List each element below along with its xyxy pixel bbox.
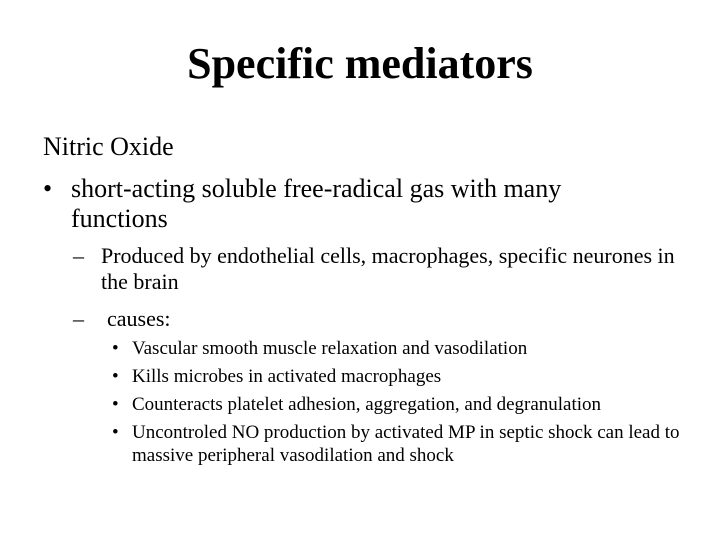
bullet-level2-produced	[73, 243, 683, 295]
slide-title: Specific mediators	[187, 39, 533, 88]
causes-list	[112, 337, 692, 472]
section-heading: Nitric Oxide	[43, 132, 174, 161]
bullet-dot-icon: •	[112, 422, 119, 443]
dash-bullet-icon: –	[73, 306, 84, 331]
list-item-text: Kills microbes in activated macrophages	[132, 366, 442, 387]
list-item	[112, 421, 692, 467]
list-item-text: Uncontroled NO production by activated MP in septic shock can lead to massive peripheral vasodilation and shock	[132, 422, 680, 466]
list-item	[112, 393, 692, 416]
bullet-level1-text: short-acting soluble free-radical gas with many functions	[71, 174, 562, 233]
list-item	[112, 365, 692, 388]
bullet-level2-causes	[73, 306, 683, 332]
bullet-dot-icon: •	[112, 338, 119, 359]
bullet-dot-icon: •	[112, 366, 119, 387]
bullet-dot-icon: •	[43, 174, 53, 203]
list-item-text: Vascular smooth muscle relaxation and vasodilation	[132, 338, 528, 359]
bullet-dot-icon: •	[112, 394, 119, 415]
bullet-level2-text: Produced by endothelial cells, macrophages, specific neurones in the brain	[101, 243, 675, 294]
list-item-text: Counteracts platelet adhesion, aggregation, and degranulation	[132, 394, 602, 415]
list-item	[112, 337, 692, 360]
bullet-level1	[43, 174, 663, 234]
dash-bullet-icon: –	[73, 243, 84, 268]
bullet-level2-text: causes:	[107, 306, 171, 331]
